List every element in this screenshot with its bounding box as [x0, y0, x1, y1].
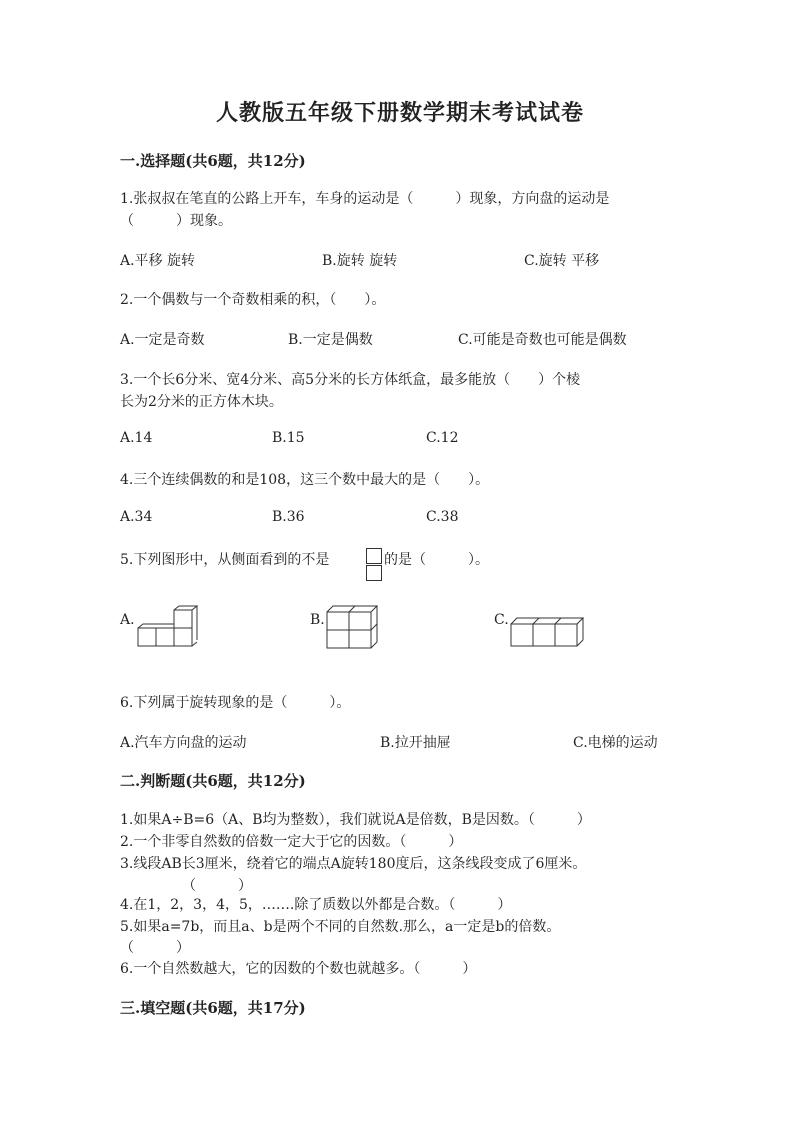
question-4-option-b[interactable]: B.36	[272, 509, 305, 525]
question-5-option-a[interactable]: A.	[120, 612, 135, 628]
question-3-stem-line1: 3.一个长6分米、宽4分米、高5分米的长方体纸盒，最多能放（ ）个棱	[120, 372, 581, 388]
question-2-option-b[interactable]: B.一定是偶数	[288, 332, 373, 348]
question-5-stem-before: 5.下列图形中，从侧面看到的不是	[120, 552, 330, 568]
judge-line-3: 3.线段AB长3厘米，绕着它的端点A旋转180度后，这条线段变成了6厘米。	[120, 856, 587, 872]
question-4-option-c[interactable]: C.38	[426, 509, 459, 525]
section-heading-judge: 二.判断题(共6题，共12分)	[120, 772, 306, 790]
judge-line-5-answer[interactable]: （ ）	[120, 940, 190, 956]
judge-line-5: 5.如果a=7b，而且a、b是两个不同的自然数.那么，a一定是b的倍数。	[120, 919, 561, 935]
question-3-stem-line2: 长为2分米的正方体木块。	[120, 394, 283, 410]
cube-stack-figure-b	[327, 606, 381, 648]
question-1-stem-line1: 1.张叔叔在笔直的公路上开车，车身的运动是（ ）现象，方向盘的运动是	[120, 191, 610, 207]
question-5-option-b[interactable]: B.	[310, 612, 325, 628]
question-4-option-a[interactable]: A.34	[120, 509, 153, 525]
judge-line-3-answer[interactable]: （ ）	[182, 878, 252, 894]
judge-line-6: 6.一个自然数越大，它的因数的个数也就越多。（ ）	[120, 961, 477, 977]
two-stacked-squares-figure	[366, 548, 384, 584]
cube-stack-figure-a	[138, 606, 196, 648]
question-1-option-c[interactable]: C.旋转 平移	[524, 253, 600, 269]
question-2-option-c[interactable]: C.可能是奇数也可能是偶数	[458, 332, 627, 348]
question-4-stem: 4.三个连续偶数的和是108，这三个数中最大的是（ ）。	[120, 472, 490, 488]
section-heading-choice: 一.选择题(共6题，共12分)	[120, 152, 306, 170]
cube-row-figure-c	[511, 618, 591, 648]
question-3-option-b[interactable]: B.15	[272, 430, 305, 446]
question-1-option-b[interactable]: B.旋转 旋转	[322, 253, 398, 269]
question-6-option-b[interactable]: B.拉开抽屉	[380, 735, 451, 751]
question-6-option-a[interactable]: A.汽车方向盘的运动	[120, 735, 247, 751]
question-3-option-a[interactable]: A.14	[120, 430, 153, 446]
question-5-option-c[interactable]: C.	[494, 612, 509, 628]
page-title: 人教版五年级下册数学期末考试试卷	[215, 100, 584, 126]
question-1-stem-line2: （ ）现象。	[120, 213, 232, 229]
question-2-option-a[interactable]: A.一定是奇数	[120, 332, 205, 348]
question-6-stem: 6.下列属于旋转现象的是（ ）。	[120, 695, 351, 711]
question-5-stem-after: 的是（ ）。	[384, 552, 489, 568]
section-heading-fill: 三.填空题(共6题，共17分)	[120, 999, 306, 1017]
question-2-stem: 2.一个偶数与一个奇数相乘的积，（ ）。	[120, 292, 386, 308]
judge-line-4: 4.在1，2，3，4，5，…….除了质数以外都是合数。（ ）	[120, 897, 512, 913]
question-3-option-c[interactable]: C.12	[426, 430, 459, 446]
question-1-option-a[interactable]: A.平移 旋转	[120, 253, 196, 269]
judge-line-1: 1.如果A÷B=6（A、B均为整数），我们就说A是倍数，B是因数。（ ）	[120, 812, 591, 828]
question-6-option-c[interactable]: C.电梯的运动	[573, 735, 658, 751]
judge-line-2: 2.一个非零自然数的倍数一定大于它的因数。（ ）	[120, 834, 463, 850]
